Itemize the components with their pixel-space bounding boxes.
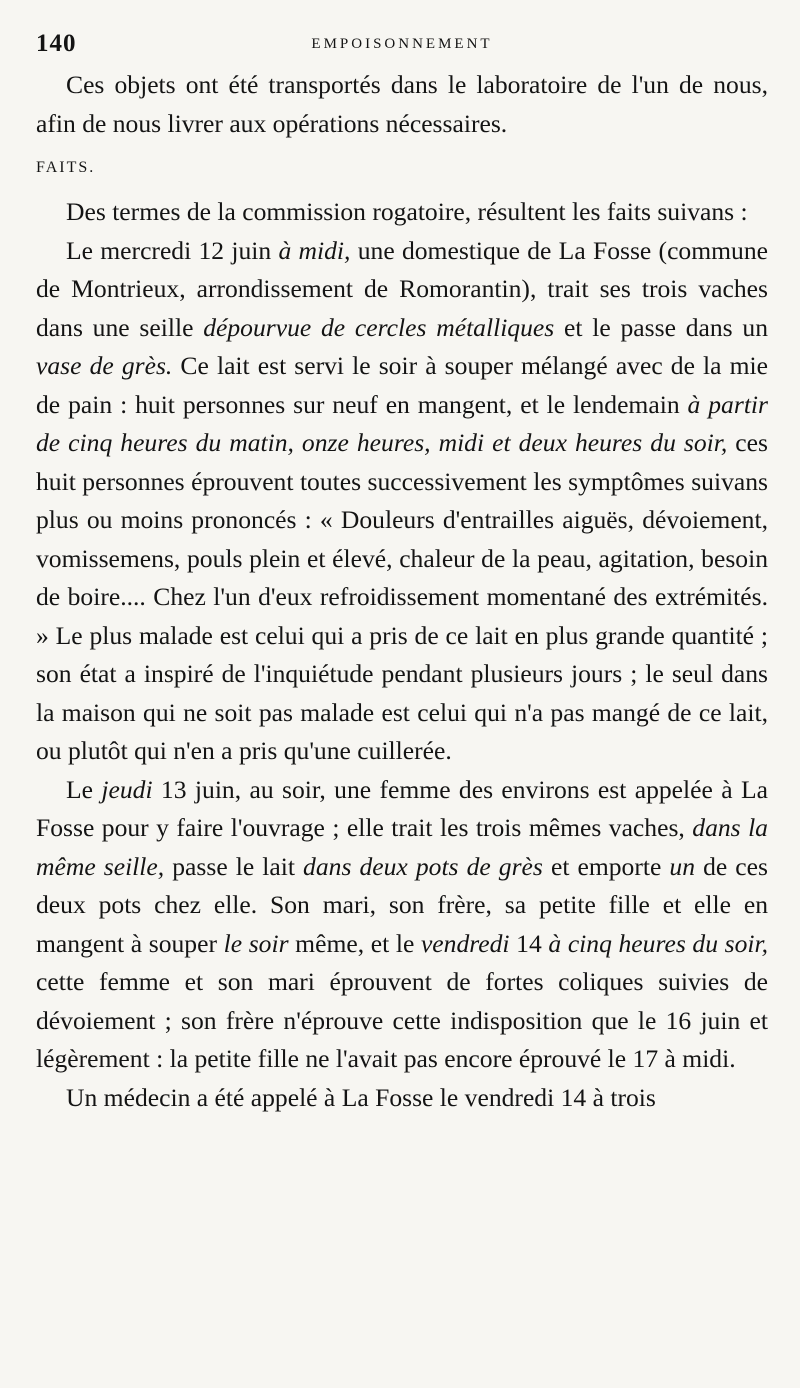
text-run: et emporte xyxy=(542,851,670,881)
text-run: Le xyxy=(66,774,102,804)
text-run: Le mercredi 12 juin xyxy=(66,235,279,265)
text-run: passe le lait xyxy=(164,851,304,881)
text-run: de ces deux pots chez elle. Son mari, son frère, sa petite fille et elle en mangent à souper xyxy=(36,851,768,958)
page-number: 140 xyxy=(36,30,77,57)
text-run: ces huit personnes éprouvent toutes successivement les symptômes suivans plus ou moins prononcés : « Douleurs d'entrailles aiguës, dévoiement, vomissemens, pouls plein et élevé, chaleur de la peau, agitation, besoin de boire.... Chez l'un d'eux refroidissement momentané des extrémités. » Le plus malade est celui qui a pris de ce lait en plus grande quantité ; son état a inspiré de l'inquiétude pendant plusieurs jours ; le seul dans la maison qui ne soit pas malade est celui qui n'a pas mangé de ce lait, ou plutôt qui n'en a pris qu'une cuillerée. xyxy=(36,428,768,765)
text-run: 13 juin, au soir, une femme des environs est appelée à La Fosse pour y faire l'ouvrage ; elle trait les trois mêmes vaches, xyxy=(36,774,768,842)
section-heading: FAITS. xyxy=(36,159,96,176)
text-run: une domestique de La Fosse (commune de Montrieux, arrondissement de Romorantin), trait ses trois vaches dans une seille xyxy=(36,235,768,342)
italic-run: un xyxy=(669,851,696,881)
text-run: Ce lait est servi le soir à souper mélangé avec de la mie de pain : huit personnes sur neuf en mangent, et le lendemain xyxy=(36,351,769,419)
paragraph-mercredi xyxy=(36,232,768,771)
paragraph-medecin: Un médecin a été appelé à La Fosse le vendredi 14 à trois xyxy=(66,1082,656,1112)
italic-run: le soir xyxy=(223,928,289,958)
italic-run: dans deux pots de grès xyxy=(303,851,543,881)
italic-run: vase de grès. xyxy=(36,351,173,380)
text-run: 14 xyxy=(509,928,549,958)
italic-run: à cinq heures du soir, xyxy=(548,928,769,958)
text-run: cette femme et son mari éprouvent de fortes coliques suivies de dévoiement ; son frère n'éprouve cette indisposition que le 16 juin et légèrement : la petite fille ne l'avait pas encore éprouvé le 17 à midi. xyxy=(36,967,768,1073)
italic-run: dépourvue de cercles métalliques xyxy=(203,312,555,342)
paragraph-intro: Ces objets ont été transportés dans le laboratoire de l'un de nous, afin de nous livrer aux opérations nécessaires. xyxy=(36,70,768,138)
page-body xyxy=(36,66,768,1117)
italic-run: à midi, xyxy=(278,235,351,265)
italic-run: jeudi xyxy=(101,774,153,804)
italic-run: dans la même seille, xyxy=(36,813,768,881)
text-run: et le passe dans un xyxy=(554,312,768,342)
text-run: même, et le xyxy=(288,928,421,958)
running-title: EMPOISONNEMENT xyxy=(311,36,493,52)
paragraph-commission: Des termes de la commission rogatoire, résultent les faits suivans : xyxy=(66,197,748,226)
italic-run: à partir de cinq heures du matin, onze heures, midi et deux heures du soir, xyxy=(36,389,769,457)
paragraph-jeudi xyxy=(36,771,768,1079)
italic-run: vendredi xyxy=(420,928,510,958)
running-head xyxy=(36,30,768,66)
